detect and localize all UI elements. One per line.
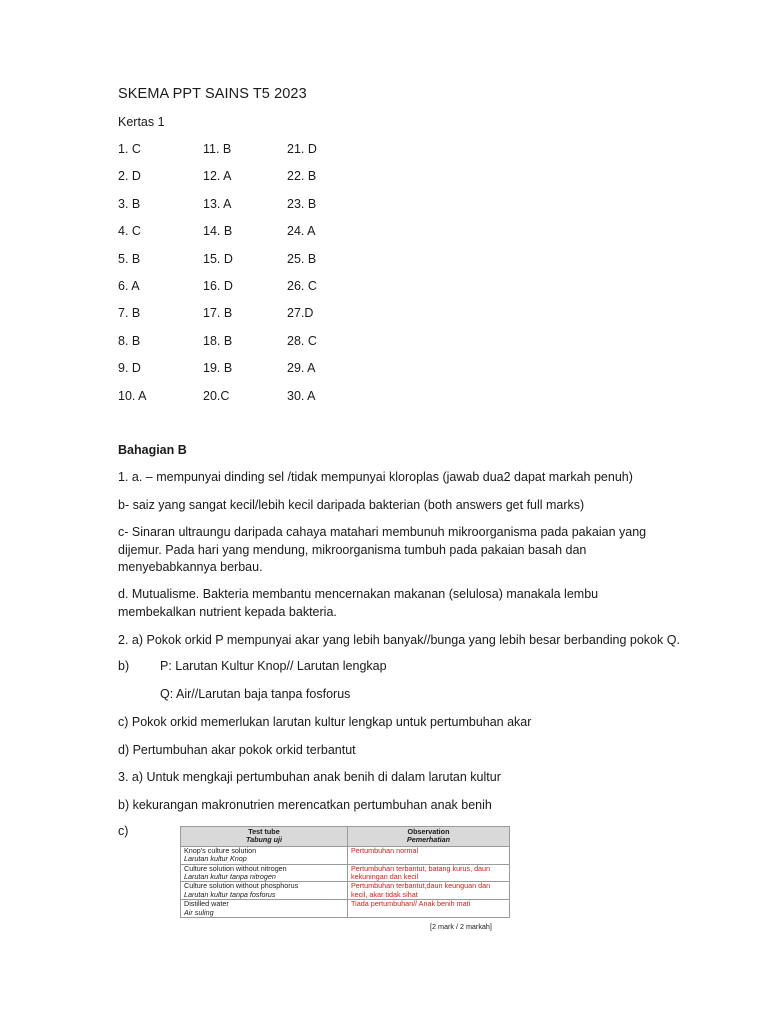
answer-key-item: 15. D [203,251,233,266]
test-tube-ms: Air suling [184,907,214,917]
answer-key-item: 6. A [118,279,140,293]
header-observation-en: Observation [407,827,450,836]
answer-key-item: 20.C [203,388,230,403]
table-row [181,864,510,882]
answer-key-item: 27.D [287,306,314,321]
answer-key-item: 2. D [118,169,141,184]
answer-key-item: 22. B [287,169,317,184]
answer-key-item: 17. B [203,306,233,321]
answer-key-item: 19. B [203,361,233,376]
header-observation [348,827,510,847]
test-tube-cell [181,900,348,918]
answer-key-item: 5. B [118,251,141,266]
answer-key-item: 30. A [287,388,316,403]
header-observation-ms: Pemerhatian [406,835,451,845]
table-header-row [181,827,510,847]
section-b-heading: Bahagian B [118,443,187,457]
answer-2b-label: b) [118,659,130,673]
answer-key-item: 16. D [203,279,233,293]
test-tube-en: Distilled water [184,899,229,909]
answer-3a: 3. a) Untuk mengkaji pertumbuhan anak benih di dalam larutan kultur [118,770,501,784]
answer-1b: b- saiz yang sangat kecil/lebih kecil daripada bakterian (both answers get full marks) [118,498,585,512]
test-tube-en: Knop's culture solution [184,845,257,855]
observation-table [180,826,510,918]
document-title: SKEMA PPT SAINS T5 2023 [118,86,307,102]
answer-1d: d. Mutualisme. Bakteria membantu mencernakan makanan (selulosa) manakala lembu membekalkan nutrient kepada bakteria. [118,587,599,619]
answer-2d: d) Pertumbuhan akar pokok orkid terbantut [118,743,356,757]
table-row [181,882,510,900]
answer-key-item: 26. C [287,279,317,293]
answer-key-item: 28. C [287,333,317,348]
answer-2b-q: Q: Air//Larutan baja tanpa fosforus [160,687,351,701]
test-tube-en: Culture solution without nitrogen [184,863,287,873]
answer-2a: 2. a) Pokok orkid P mempunyai akar yang lebih banyak//bunga yang lebih besar berbanding pokok Q. [118,633,680,647]
answer-key-item: 24. A [287,224,316,239]
answer-key-item: 13. A [203,196,232,211]
test-tube-cell [181,846,348,864]
observation-cell: Pertumbuhan terbantut,daun keunguan dan kecil, akar tidak sihat [348,882,510,900]
answer-key-item: 12. A [203,169,232,184]
answer-key-item: 14. B [203,224,233,239]
header-test-tube-en: Test tube [248,827,280,836]
header-test-tube-ms: Tabung uji [245,835,283,845]
observation-cell: Tiada pertumbuhan// Anak benih mati [348,900,510,918]
answer-key-item: 25. B [287,251,317,266]
answer-key-item: 4. C [118,224,141,239]
test-tube-cell [181,864,348,882]
answer-key-item: 10. A [118,388,147,403]
header-test-tube [181,827,348,847]
observation-cell: Pertumbuhan normal [348,846,510,864]
answer-2c: c) Pokok orkid memerlukan larutan kultur lengkap untuk pertumbuhan akar [118,715,532,729]
answer-key-item: 8. B [118,333,141,348]
answer-2b-p: P: Larutan Kultur Knop// Larutan lengkap [160,659,387,673]
answer-key-item: 11. B [203,142,232,156]
test-tube-ms: Larutan kultur Knop [184,854,247,864]
table-row [181,900,510,918]
test-tube-ms: Larutan kultur tanpa fosforus [184,889,276,899]
answer-key-item: 9. D [118,361,141,376]
test-tube-cell [181,882,348,900]
answer-key-item: 23. B [287,196,317,211]
answer-key-item: 21. D [287,142,317,156]
answer-key-item: 3. B [118,196,141,211]
answer-1a: 1. a. – mempunyai dinding sel /tidak mempunyai kloroplas (jawab dua2 dapat markah penuh) [118,470,633,484]
test-tube-ms: Larutan kultur tanpa nitrogen [184,872,276,882]
answer-key-item: 29. A [287,361,316,376]
answer-key-item: 18. B [203,333,233,348]
table-row [181,846,510,864]
answer-3b: b) kekurangan makronutrien merencatkan pertumbuhan anak benih [118,798,492,812]
answer-key-item: 1. C [118,142,141,156]
answer-3c-label: c) [118,824,129,838]
answer-1c: c- Sinaran ultraungu daripada cahaya matahari membunuh mikroorganisma pada pakaian yang dijemur. Pada hari yang mendung, mikroorganisma tumbuh pada pakaian basah dan menyebabkannya berbau. [118,525,647,574]
marks-note: [2 mark / 2 markah] [430,922,492,931]
paper-subtitle: Kertas 1 [118,115,165,129]
answer-key-item: 7. B [118,306,141,321]
observation-cell: Pertumbuhan terbantut, batang kurus, daun kekuningan dan kecil [348,864,510,882]
test-tube-en: Culture solution without phosphorus [184,881,299,891]
